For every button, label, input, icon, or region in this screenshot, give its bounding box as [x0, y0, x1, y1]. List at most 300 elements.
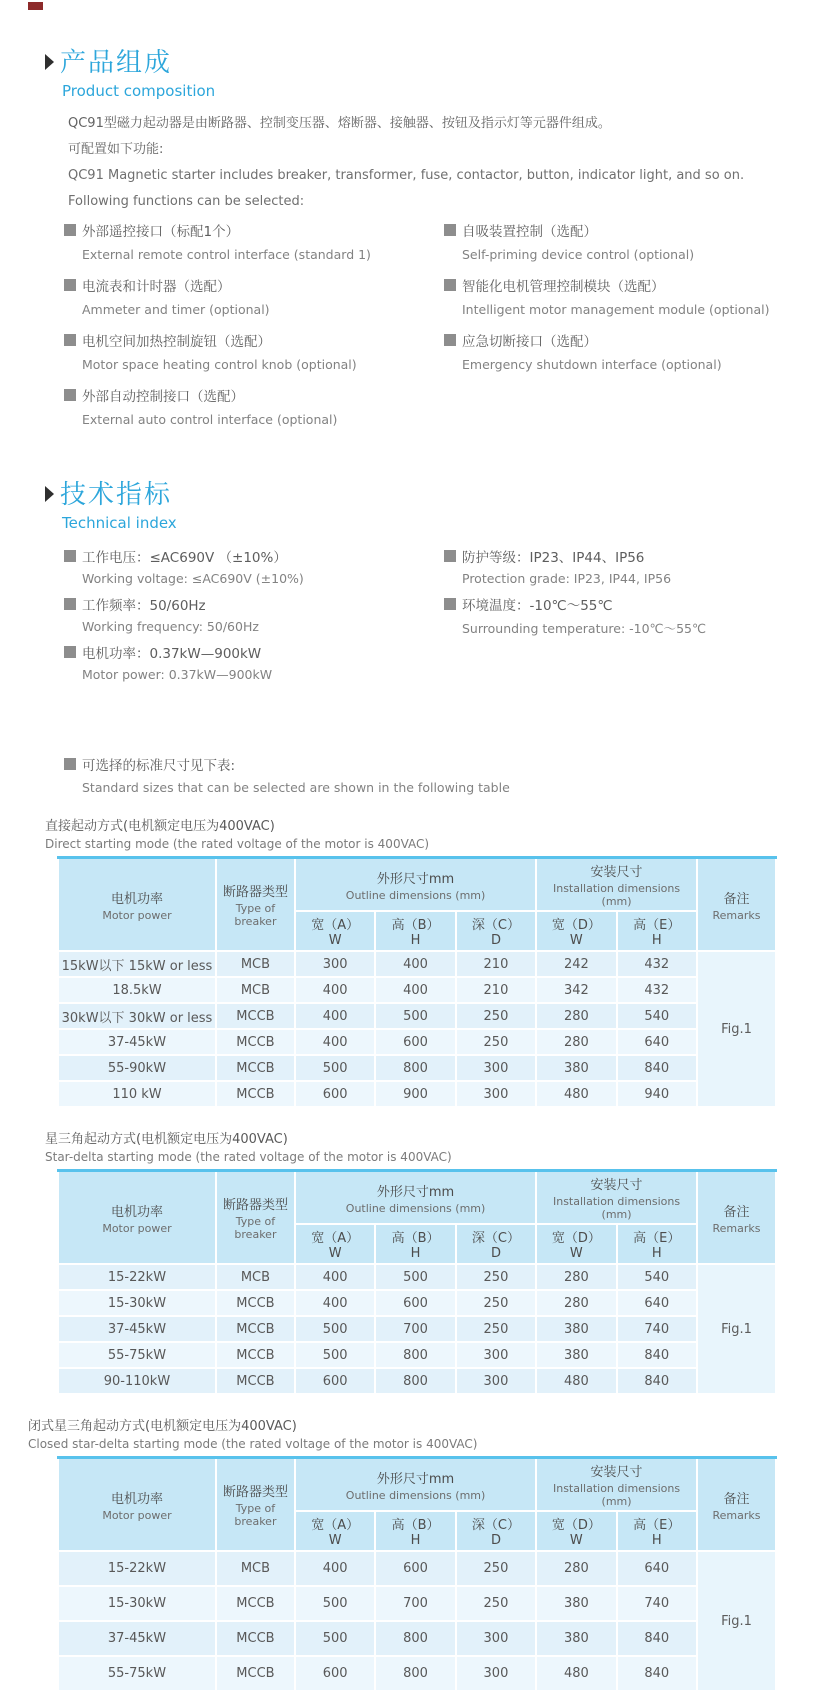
feature-column-left	[64, 220, 444, 440]
table3-caption-en: Closed star-delta starting mode (the rated voltage of the motor is 400VAC)	[28, 1437, 478, 1451]
header-en: Outline dimensions (mm)	[345, 1488, 486, 1502]
col-dimension	[295, 1224, 375, 1264]
spec-column-right	[444, 546, 706, 690]
square-bullet-icon	[64, 389, 76, 401]
feature-column-right	[444, 220, 769, 440]
table-cell: 37-45kW	[58, 1029, 216, 1055]
bullet-item-en: Motor power: 0.37kW—900kW	[82, 667, 273, 682]
header-en: H	[651, 1533, 662, 1548]
bullet-item-zh-line	[444, 330, 769, 350]
header-en: Remarks	[712, 908, 761, 922]
col-motor-power	[58, 858, 216, 952]
technical-title-zh: 技术指标	[60, 480, 173, 510]
table-cell: 700	[375, 1586, 455, 1621]
table-cell: MCCB	[216, 1656, 295, 1691]
table-row	[58, 951, 776, 977]
square-bullet-icon	[444, 224, 456, 236]
table-cell: 640	[617, 1290, 697, 1316]
table-row	[58, 1081, 776, 1107]
section-technical-index	[45, 474, 785, 690]
table-cell: 432	[617, 977, 697, 1003]
table-cell: 600	[295, 1368, 375, 1394]
table-cell: 400	[375, 951, 455, 977]
bullet-item	[444, 594, 706, 637]
col-motor-power	[58, 1171, 216, 1265]
table-cell: 480	[536, 1656, 616, 1691]
table-cell: MCCB	[216, 1029, 295, 1055]
col-remarks	[697, 1171, 776, 1265]
product-paragraph	[68, 116, 785, 210]
header-en: W	[569, 1246, 583, 1261]
header-zh: 外形尺寸mm	[376, 1471, 455, 1487]
square-bullet-icon	[64, 646, 76, 658]
header-zh: 深（C）	[471, 1518, 520, 1533]
bullet-item-en: Working voltage: ≤AC690V (±10%)	[82, 571, 304, 586]
table-cell: 300	[456, 1342, 536, 1368]
bullet-item	[444, 546, 706, 586]
header-zh: 电机功率	[110, 1491, 163, 1507]
col-dimension	[375, 1511, 455, 1551]
table3-caption-zh: 闭式星三角起动方式(电机额定电压为400VAC)	[28, 1419, 297, 1434]
table-cell: 250	[456, 1586, 536, 1621]
bullet-item-zh-line	[64, 330, 444, 350]
table-cell: MCCB	[216, 1621, 295, 1656]
header-row	[58, 1458, 776, 1512]
header-en: Remarks	[712, 1221, 761, 1235]
table-cell: 800	[375, 1342, 455, 1368]
square-bullet-icon	[64, 279, 76, 291]
header-zh: 备注	[723, 1204, 750, 1220]
table-cell: MCCB	[216, 1003, 295, 1029]
bullet-item-en: External remote control interface (standard 1)	[82, 247, 371, 262]
header-zh: 高（E）	[633, 918, 681, 933]
table-cell: 700	[375, 1316, 455, 1342]
table-cell: 500	[295, 1586, 375, 1621]
table2-caption-en: Star-delta starting mode (the rated voltage of the motor is 400VAC)	[45, 1150, 452, 1164]
table-cell: 400	[375, 977, 455, 1003]
col-dimension	[295, 911, 375, 951]
table-cell: 18.5kW	[58, 977, 216, 1003]
table-cell: 300	[456, 1621, 536, 1656]
table-cell: 500	[295, 1621, 375, 1656]
header-en: D	[490, 933, 501, 948]
table-cell: 600	[295, 1656, 375, 1691]
header-en: H	[410, 933, 421, 948]
paragraph-line: QC91型磁力起动器是由断路器、控制变压器、熔断器、接触器、按钮及指示灯等元器件组成。	[68, 116, 611, 131]
table-cell: 500	[375, 1003, 455, 1029]
table-row	[58, 1342, 776, 1368]
header-zh: 高（B）	[391, 1518, 440, 1533]
table-cell: 250	[456, 1316, 536, 1342]
table-cell: 242	[536, 951, 616, 977]
sizes-note-zh: 可选择的标准尺寸见下表:	[82, 758, 236, 774]
col-dimension	[536, 911, 616, 951]
table-cell: 840	[617, 1055, 697, 1081]
header-zh: 电机功率	[110, 891, 163, 907]
table-row	[58, 1029, 776, 1055]
table-cell: 37-45kW	[58, 1621, 216, 1656]
table-row	[58, 1551, 776, 1586]
table-cell: 380	[536, 1621, 616, 1656]
table-cell: 900	[375, 1081, 455, 1107]
header-zh: 宽（D）	[551, 1231, 601, 1246]
square-bullet-icon	[444, 598, 456, 610]
table-cell: MCCB	[216, 1055, 295, 1081]
remark-cell: Fig.1	[697, 1551, 776, 1691]
table-cell: MCB	[216, 1264, 295, 1290]
table3-caption	[28, 1415, 830, 1451]
star-delta-starting-table	[57, 1169, 777, 1395]
header-row	[58, 1171, 776, 1225]
header-zh: 深（C）	[471, 1231, 520, 1246]
header-en: Type of breaker	[234, 1215, 277, 1241]
header-en: H	[410, 1246, 421, 1261]
table-cell: 800	[375, 1368, 455, 1394]
col-dimension	[617, 911, 697, 951]
sizes-note-zh-line	[64, 754, 830, 774]
col-dimension	[536, 1224, 616, 1264]
table-cell: 280	[536, 1264, 616, 1290]
table-cell: 37-45kW	[58, 1316, 216, 1342]
table-cell: 400	[295, 1264, 375, 1290]
square-bullet-icon	[64, 550, 76, 562]
paragraph-line: 可配置如下功能:	[68, 142, 164, 157]
table-cell: 800	[375, 1621, 455, 1656]
colgroup-installation-dimensions	[536, 1171, 697, 1225]
product-title-row	[45, 42, 785, 79]
technical-title-en: Technical index	[62, 514, 177, 532]
table-cell: 300	[295, 951, 375, 977]
technical-title-row	[45, 474, 785, 511]
table-cell: 400	[295, 1551, 375, 1586]
triangle-bullet-icon	[45, 486, 54, 502]
table-cell: 250	[456, 1551, 536, 1586]
table-cell: 250	[456, 1264, 536, 1290]
table-row	[58, 1003, 776, 1029]
bullet-item-zh-line	[444, 594, 706, 614]
product-title-zh: 产品组成	[60, 48, 173, 78]
colgroup-outline-dimensions	[295, 858, 536, 912]
bullet-item-zh: 外部遥控接口（标配1个）	[82, 224, 240, 240]
square-bullet-icon	[64, 224, 76, 236]
bullet-item-zh: 电机空间加热控制旋钮（选配）	[82, 334, 271, 350]
header-en: Outline dimensions (mm)	[345, 888, 486, 902]
header-zh: 电机功率	[110, 1204, 163, 1220]
table-cell: 380	[536, 1055, 616, 1081]
paragraph-line: QC91 Magnetic starter includes breaker, transformer, fuse, contactor, button, indicator light, and so on.	[68, 168, 745, 183]
bullet-item-zh-line	[444, 546, 706, 566]
table-cell: 250	[456, 1029, 536, 1055]
header-en: Type of breaker	[234, 902, 277, 928]
header-en: Motor power	[102, 1508, 172, 1522]
table-cell: 300	[456, 1656, 536, 1691]
col-dimension	[456, 1511, 536, 1551]
product-title-en: Product composition	[62, 82, 216, 100]
header-en: Remarks	[712, 1508, 761, 1522]
table-cell: 600	[375, 1290, 455, 1316]
header-zh: 高（E）	[633, 1518, 681, 1533]
table-cell: 250	[456, 1290, 536, 1316]
bullet-item-zh-line	[64, 594, 444, 614]
table-cell: 840	[617, 1368, 697, 1394]
table-cell: MCCB	[216, 1342, 295, 1368]
bullet-item-zh-line	[64, 546, 444, 566]
bullet-item-zh-line	[64, 220, 444, 240]
table-cell: 280	[536, 1003, 616, 1029]
header-en: Installation dimensions (mm)	[552, 1195, 681, 1221]
col-motor-power	[58, 1458, 216, 1552]
header-zh: 高（B）	[391, 1231, 440, 1246]
table-cell: 110 kW	[58, 1081, 216, 1107]
col-dimension	[295, 1511, 375, 1551]
table-cell: 280	[536, 1290, 616, 1316]
table-cell: MCCB	[216, 1290, 295, 1316]
table-cell: 15-22kW	[58, 1264, 216, 1290]
sizes-note-en: Standard sizes that can be selected are shown in the following table	[82, 780, 510, 795]
table2-caption	[45, 1128, 830, 1164]
bullet-item-en: External auto control interface (optional)	[82, 412, 338, 427]
header-zh: 外形尺寸mm	[376, 1184, 455, 1200]
bullet-item-zh: 电流表和计时器（选配）	[82, 279, 231, 295]
bullet-item-en: Motor space heating control knob (optional)	[82, 357, 357, 372]
remark-cell: Fig.1	[697, 1264, 776, 1394]
table-cell: 300	[456, 1081, 536, 1107]
table-cell: 500	[295, 1055, 375, 1081]
bullet-item-zh: 工作电压：≤AC690V （±10%）	[82, 550, 287, 566]
square-bullet-icon	[444, 279, 456, 291]
table-cell: MCB	[216, 951, 295, 977]
table-cell: MCCB	[216, 1368, 295, 1394]
spec-list	[64, 546, 785, 690]
header-en: Motor power	[102, 1221, 172, 1235]
table-cell: 400	[295, 1290, 375, 1316]
table-cell: 380	[536, 1316, 616, 1342]
bullet-item	[444, 220, 769, 262]
bullet-item	[64, 385, 444, 427]
table2-caption-zh: 星三角起动方式(电机额定电压为400VAC)	[45, 1132, 288, 1147]
table-cell: 250	[456, 1003, 536, 1029]
table-cell: 380	[536, 1342, 616, 1368]
colgroup-installation-dimensions	[536, 1458, 697, 1512]
table-row	[58, 977, 776, 1003]
table-cell: 600	[375, 1029, 455, 1055]
header-zh: 宽（A）	[311, 1518, 360, 1533]
table-cell: 55-75kW	[58, 1342, 216, 1368]
table-row	[58, 1586, 776, 1621]
table-row	[58, 1055, 776, 1081]
table-cell: 400	[295, 1029, 375, 1055]
table-cell: 540	[617, 1003, 697, 1029]
bullet-item-en: Intelligent motor management module (optional)	[462, 302, 770, 317]
header-en: D	[490, 1533, 501, 1548]
header-row	[58, 858, 776, 912]
table-row	[58, 1656, 776, 1691]
table-cell: 432	[617, 951, 697, 977]
table-cell: 400	[295, 977, 375, 1003]
header-zh: 高（E）	[633, 1231, 681, 1246]
col-dimension	[617, 1224, 697, 1264]
square-bullet-icon	[444, 550, 456, 562]
header-en: H	[410, 1533, 421, 1548]
bullet-item	[64, 642, 444, 682]
table-row	[58, 1316, 776, 1342]
bullet-item-zh: 智能化电机管理控制模块（选配）	[462, 279, 665, 295]
table-cell: 342	[536, 977, 616, 1003]
header-en: Installation dimensions (mm)	[552, 882, 681, 908]
col-remarks	[697, 1458, 776, 1552]
header-en: Type of breaker	[234, 1502, 277, 1528]
bullet-item-zh: 自吸装置控制（选配）	[462, 224, 597, 240]
corner-mark	[28, 2, 43, 10]
header-en: W	[569, 933, 583, 948]
bullet-item	[64, 220, 444, 262]
square-bullet-icon	[64, 758, 76, 770]
bullet-item-en: Protection grade: IP23, IP44, IP56	[462, 571, 672, 586]
section-product-composition	[45, 0, 785, 440]
remark-cell: Fig.1	[697, 951, 776, 1107]
table-cell: 540	[617, 1264, 697, 1290]
table-row	[58, 1290, 776, 1316]
bullet-item-zh: 工作频率：50/60Hz	[82, 598, 206, 614]
bullet-item	[64, 546, 444, 586]
table-cell: 15-30kW	[58, 1586, 216, 1621]
header-zh: 安装尺寸	[590, 865, 643, 880]
table-cell: 55-90kW	[58, 1055, 216, 1081]
table-cell: 940	[617, 1081, 697, 1107]
closed-star-delta-starting-table	[57, 1456, 777, 1692]
header-zh: 高（B）	[391, 918, 440, 933]
table1-caption-en: Direct starting mode (the rated voltage of the motor is 400VAC)	[45, 837, 430, 851]
bullet-item	[64, 594, 444, 634]
bullet-item-zh: 防护等级：IP23、IP44、IP56	[462, 550, 645, 566]
table-cell: MCB	[216, 977, 295, 1003]
table-cell: 210	[456, 951, 536, 977]
square-bullet-icon	[444, 334, 456, 346]
table-cell: 640	[617, 1551, 697, 1586]
header-zh: 断路器类型	[222, 1198, 288, 1213]
bullet-item	[444, 275, 769, 317]
header-zh: 宽（A）	[311, 918, 360, 933]
table-cell: 840	[617, 1621, 697, 1656]
table-row	[58, 1621, 776, 1656]
header-zh: 安装尺寸	[590, 1465, 643, 1480]
col-dimension	[456, 911, 536, 951]
header-zh: 备注	[723, 891, 750, 907]
colgroup-installation-dimensions	[536, 858, 697, 912]
header-zh: 断路器类型	[222, 1485, 288, 1500]
table1-caption-zh: 直接起动方式(电机额定电压为400VAC)	[45, 819, 275, 834]
bullet-item-zh: 外部自动控制接口（选配）	[82, 389, 244, 405]
header-zh: 宽（D）	[551, 918, 601, 933]
col-dimension	[617, 1511, 697, 1551]
header-en: H	[651, 1246, 662, 1261]
table-cell: 800	[375, 1055, 455, 1081]
colgroup-outline-dimensions	[295, 1458, 536, 1512]
table-cell: 15-30kW	[58, 1290, 216, 1316]
header-zh: 宽（D）	[551, 1518, 601, 1533]
header-zh: 断路器类型	[222, 885, 288, 900]
table-cell: MCB	[216, 1551, 295, 1586]
bullet-item	[64, 330, 444, 372]
table1-caption	[45, 815, 830, 851]
header-en: W	[328, 1533, 342, 1548]
bullet-item-en: Ammeter and timer (optional)	[82, 302, 270, 317]
col-remarks	[697, 858, 776, 952]
bullet-item-zh: 电机功率：0.37kW—900kW	[82, 646, 262, 662]
col-breaker-type	[216, 1458, 295, 1552]
feature-list	[64, 220, 785, 440]
table-cell: 380	[536, 1586, 616, 1621]
table-cell: 480	[536, 1081, 616, 1107]
table-cell: MCCB	[216, 1316, 295, 1342]
header-en: W	[328, 1246, 342, 1261]
header-en: W	[328, 933, 342, 948]
table-row	[58, 1264, 776, 1290]
square-bullet-icon	[64, 598, 76, 610]
bullet-item-en: Working frequency: 50/60Hz	[82, 619, 259, 634]
header-en: Installation dimensions (mm)	[552, 1482, 681, 1508]
header-en: Motor power	[102, 908, 172, 922]
bullet-item-en: Emergency shutdown interface (optional)	[462, 357, 722, 372]
bullet-item	[444, 330, 769, 372]
table-cell: 55-75kW	[58, 1656, 216, 1691]
table-cell: 740	[617, 1586, 697, 1621]
table-cell: 840	[617, 1342, 697, 1368]
header-en: H	[651, 933, 662, 948]
table-cell: 600	[375, 1551, 455, 1586]
table-cell: 840	[617, 1656, 697, 1691]
sizes-note	[64, 754, 830, 795]
table-cell: 640	[617, 1029, 697, 1055]
bullet-item-zh-line	[64, 275, 444, 295]
table-cell: MCCB	[216, 1081, 295, 1107]
table-cell: 480	[536, 1368, 616, 1394]
header-zh: 深（C）	[471, 918, 520, 933]
table-row	[58, 1368, 776, 1394]
table-cell: 300	[456, 1055, 536, 1081]
bullet-item-zh-line	[64, 385, 444, 405]
square-bullet-icon	[64, 334, 76, 346]
col-breaker-type	[216, 858, 295, 952]
header-en: Outline dimensions (mm)	[345, 1201, 486, 1215]
table-cell: 280	[536, 1029, 616, 1055]
bullet-item-en: Surrounding temperature: -10℃～55℃	[462, 621, 707, 636]
table-cell: 800	[375, 1656, 455, 1691]
spec-column-left	[64, 546, 444, 690]
table-cell: 15kW以下 15kW or less	[58, 951, 216, 977]
bullet-item	[64, 275, 444, 317]
bullet-item-zh-line	[444, 275, 769, 295]
header-en: D	[490, 1246, 501, 1261]
table-cell: 15-22kW	[58, 1551, 216, 1586]
col-dimension	[375, 911, 455, 951]
table-cell: 30kW以下 30kW or less	[58, 1003, 216, 1029]
table-cell: 740	[617, 1316, 697, 1342]
bullet-item-en: Self-priming device control (optional)	[462, 247, 695, 262]
header-zh: 安装尺寸	[590, 1178, 643, 1193]
table-cell: 500	[295, 1316, 375, 1342]
col-dimension	[456, 1224, 536, 1264]
table-cell: 500	[295, 1342, 375, 1368]
bullet-item-zh: 环境温度：-10℃～55℃	[462, 598, 613, 614]
col-breaker-type	[216, 1171, 295, 1265]
direct-starting-table	[57, 856, 777, 1108]
paragraph-line: Following functions can be selected:	[68, 194, 305, 209]
header-en: W	[569, 1533, 583, 1548]
col-dimension	[375, 1224, 455, 1264]
triangle-bullet-icon	[45, 54, 54, 70]
bullet-item-zh-line	[64, 642, 444, 662]
